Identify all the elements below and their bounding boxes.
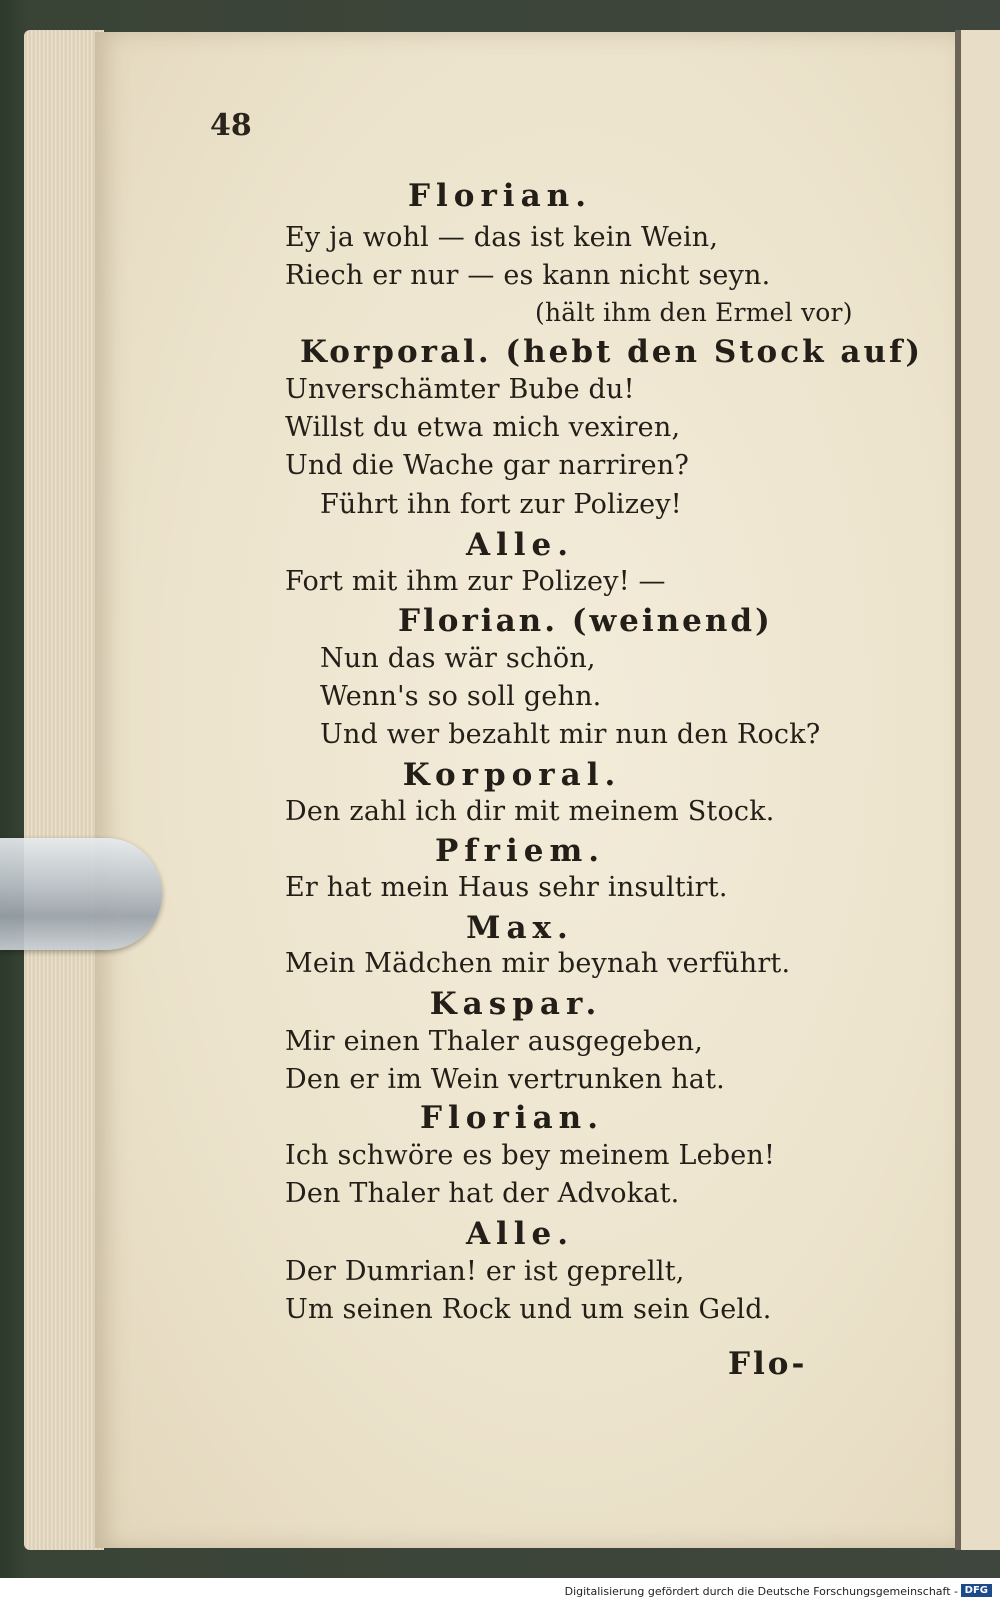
verse-line: Willst du etwa mich vexiren, [285, 412, 681, 443]
footer-credit: Digitalisierung gefördert durch die Deutsche Forschungsgemeinschaft - [564, 1585, 958, 1598]
stage-direction: (hält ihm den Ermel vor) [535, 298, 853, 327]
speaker-korporal: Korporal. (hebt den Stock auf) [300, 334, 924, 370]
verse-line: Unverschämter Bube du! [285, 374, 635, 405]
verse-line: Ich schwöre es bey meinem Leben! [285, 1140, 776, 1171]
page-number: 48 [210, 108, 252, 143]
verse-line: Fort mit ihm zur Polizey! — [285, 566, 666, 597]
facing-page-edge [955, 30, 1000, 1550]
verse-line: Ey ja wohl — das ist kein Wein, [285, 222, 719, 253]
footer-bar [0, 1578, 1000, 1605]
verse-line: Der Dumrian! er ist geprellt, [285, 1256, 685, 1287]
speaker-alle: Alle. [465, 1216, 575, 1252]
speaker-alle: Alle. [465, 527, 575, 563]
verse-line: Mein Mädchen mir beynah verführt. [285, 948, 791, 979]
speaker-florian: Florian. [420, 1100, 604, 1136]
dfg-logo: DFG [961, 1584, 992, 1597]
verse-line: Den zahl ich dir mit meinem Stock. [285, 796, 775, 827]
verse-line: Den er im Wein vertrunken hat. [285, 1064, 725, 1095]
page-clip [0, 838, 162, 950]
verse-line: Führt ihn fort zur Polizey! [320, 489, 682, 520]
speaker-pfriem: Pfriem. [434, 833, 606, 869]
verse-line: Und wer bezahlt mir nun den Rock? [320, 719, 821, 750]
verse-line: Den Thaler hat der Advokat. [285, 1178, 680, 1209]
verse-line: Riech er nur — es kann nicht seyn. [285, 260, 771, 291]
verse-line: Nun das wär schön, [320, 643, 596, 674]
speaker-kaspar: Kaspar. [429, 986, 603, 1022]
speaker-korporal: Korporal. [402, 757, 622, 793]
verse-line: Mir einen Thaler ausgegeben, [285, 1026, 704, 1057]
verse-line: Er hat mein Haus sehr insultirt. [285, 872, 728, 903]
verse-line: Um seinen Rock und um sein Geld. [285, 1294, 772, 1325]
verse-line: Und die Wache gar narriren? [285, 450, 690, 481]
catchword: Flo- [728, 1346, 808, 1382]
verse-line: Wenn's so soll gehn. [320, 681, 602, 712]
speaker-max: Max. [466, 910, 574, 946]
speaker-florian: Florian. [408, 178, 592, 214]
page-edges [24, 30, 104, 1550]
speaker-florian: Florian. (weinend) [398, 603, 773, 639]
